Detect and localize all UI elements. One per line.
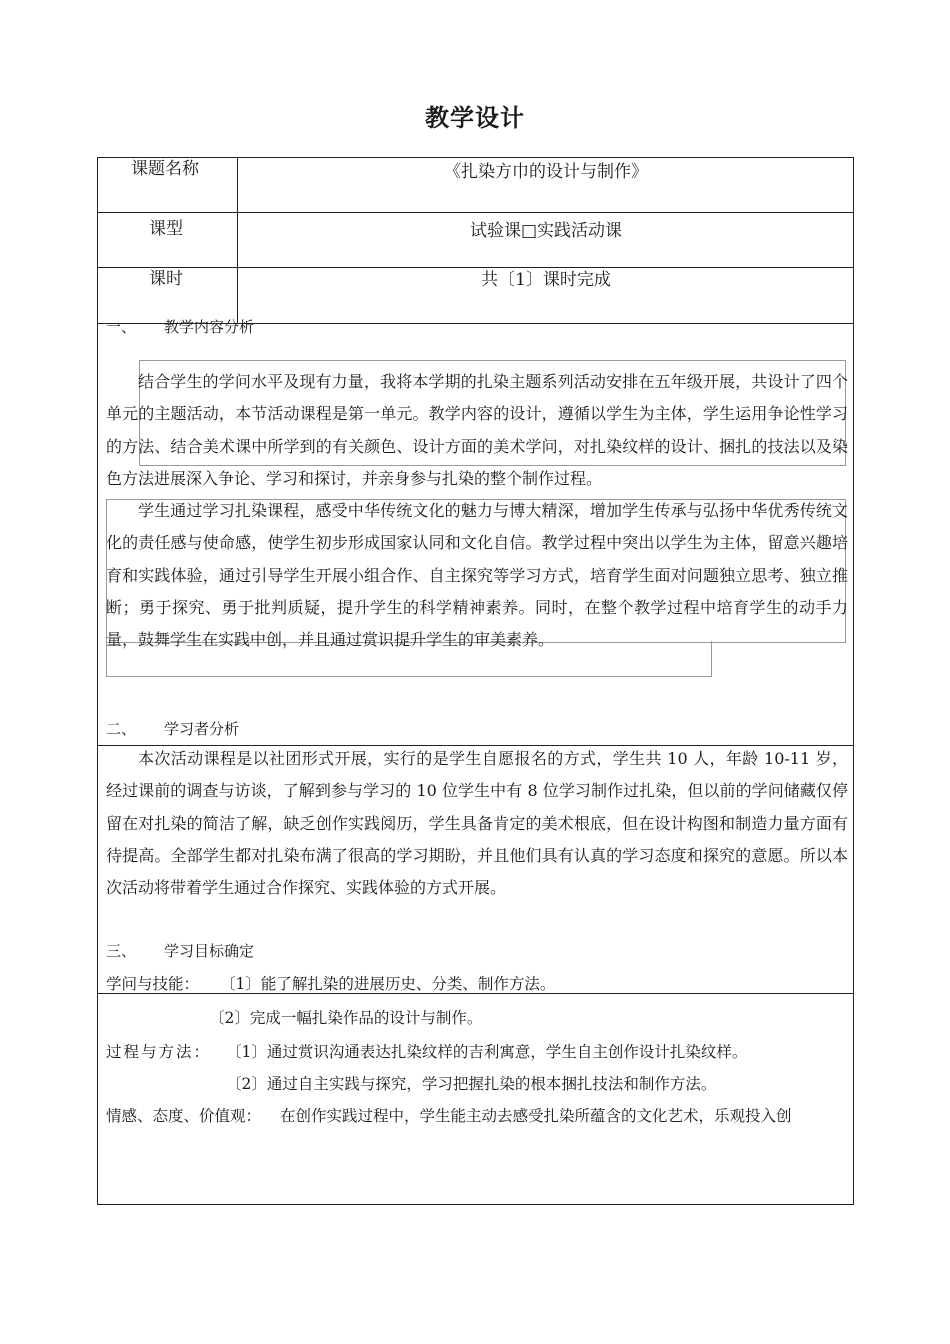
emotion-goal: 在创作实践过程中，学生能主动去感受扎染所蕴含的文化艺术，乐观投入创 [280, 1107, 792, 1125]
row-divider-1 [97, 212, 854, 213]
table-border-bottom [97, 1204, 854, 1205]
course-name-label: 课题名称 [131, 159, 199, 179]
section2-number: 二、 [106, 720, 137, 738]
section1-heading: 教学内容分析 [164, 318, 255, 336]
skill-label: 学问与技能： [106, 975, 200, 993]
skill-goal-2: 〔2〕完成一幅扎染作品的设计与制作。 [209, 1009, 483, 1027]
course-type-value: 试验课□实践活动课 [469, 221, 623, 241]
process-label: 过程与方法： [106, 1043, 212, 1061]
section3-heading: 学习目标确定 [164, 942, 255, 960]
document-title: 教学设计 [425, 104, 525, 132]
course-type-label: 课型 [149, 219, 183, 239]
section2-heading: 学习者分析 [164, 720, 240, 738]
process-goal-1: 〔1〕通过赏识沟通表达扎染纹样的吉利寓意，学生自主创作设计扎染纹样。 [226, 1043, 748, 1061]
table-border-right [853, 157, 854, 1205]
section1-number: 一、 [106, 318, 137, 336]
section2-body [106, 743, 848, 904]
skill-goal-1: 〔1〕能了解扎染的进展历史、分类、制作方法。 [220, 975, 556, 993]
section1-paragraph-2: 学生通过学习扎染课程，感受中华传统文化的魅力与博大精深，增加学生传承与弘扬中华优秀传统文化的责任感与使命感，使学生初步形成国家认同和文化自信。教学过程中突出以学生为主体，留意兴趣培育和实践体验，通过引导学生开展小组合作、自主探究等学习方式，培育学生面对问题独立思考、独立推断；勇于探究、勇于批判质疑，提升学生的科学精神素养。同时，在整个教学过程中培育学生的动手力量，鼓舞学生在实践中创，并且通过赏识提升学生的审美素养。 [106, 501, 848, 650]
process-goal-2: 〔2〕通过自主实践与探究，学习把握扎染的根本捆扎技法和制作方法。 [226, 1075, 717, 1093]
table-border-left [97, 157, 98, 1205]
emotion-label: 情感、态度、价值观： [106, 1107, 262, 1125]
section1-body [106, 366, 848, 657]
course-name-value: 《扎染方巾的设计与制作》 [444, 162, 648, 182]
class-hours-label: 课时 [149, 269, 183, 289]
class-hours-value: 共〔1〕课时完成 [481, 270, 611, 290]
section2-paragraph: 本次活动课程是以社团形式开展，实行的是学生自愿报名的方式，学生共 10 人，年龄 10-11 岁，经过课前的调查与访谈，了解到参与学习的 10 位学生中有 8 位学习制作过扎染，但以前的学问储藏仅停留在对扎染的简洁了解，缺乏创作实践阅历，学生具备肯定的美术根底，但在设计构图和制造力量方面有待提高。全部学生都对扎染布满了很高的学习期盼，并且他们具有认真的学习态度和探究的意愿。所以本次活动将带着学生通过合作探究、实践体验的方式开展。 [106, 749, 848, 898]
section3-number: 三、 [106, 942, 137, 960]
section1-paragraph-1: 结合学生的学问水平及现有力量，我将本学期的扎染主题系列活动安排在五年级开展，共设计了四个单元的主题活动，本节活动课程是第一单元。教学内容的设计，遵循以学生为主体，学生运用争论性学习的方法、结合美术课中所学到的有关颜色、设计方面的美术学问，对扎染纹样的设计、捆扎的技法以及染色方法进展深入争论、学习和探讨，并亲身参与扎染的整个制作过程。 [106, 372, 848, 488]
